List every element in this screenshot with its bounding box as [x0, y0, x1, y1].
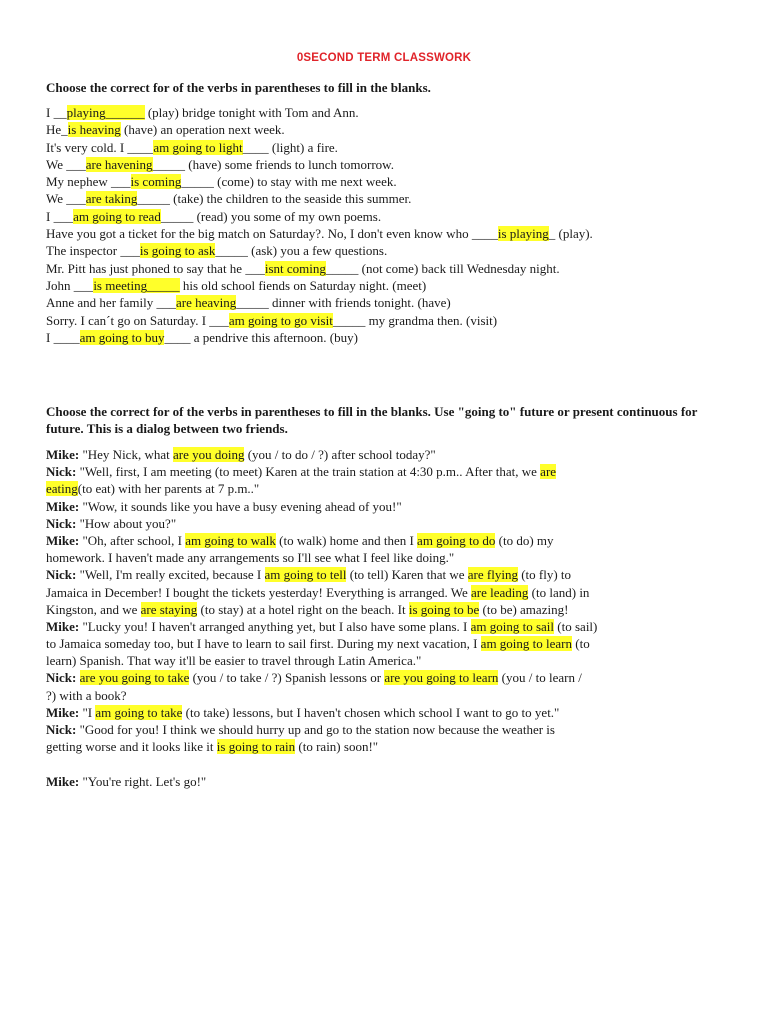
- exercise-sentence: [46, 139, 726, 156]
- highlighted-answer: is playing: [497, 226, 549, 242]
- dialog-line: [46, 446, 726, 463]
- highlighted-answer: are leading: [471, 584, 529, 600]
- dialog-line: [46, 549, 726, 566]
- line-text: _____ (read) you some of my own poems.: [160, 208, 382, 224]
- line-text: (to be) amazing!: [479, 601, 569, 617]
- exercise-sentence: [46, 121, 726, 138]
- line-text: _____ (come) to stay with me next week.: [181, 174, 397, 190]
- exercise2-instruction: Choose the correct for of the verbs in parentheses to fill in the blanks. Use "going to" future or present continuous for future. This is a dialog between two friends.: [46, 404, 698, 437]
- exercise-sentence: [46, 242, 726, 259]
- line-text: Kingston, and we: [46, 601, 141, 617]
- speaker-label: Mike:: [46, 618, 80, 634]
- exercise-sentence: [46, 173, 726, 190]
- line-text: John ___: [46, 277, 94, 293]
- speaker-label: Mike:: [46, 447, 80, 462]
- line-text: _____ (ask) you a few questions.: [215, 243, 388, 259]
- dialog-line: [46, 738, 726, 755]
- exercise-sentence: [46, 329, 726, 346]
- highlighted-answer: are staying: [140, 601, 198, 617]
- line-text: Anne and her family ___: [46, 295, 176, 311]
- highlighted-answer: are you doing: [172, 447, 245, 462]
- dialog-line: [46, 584, 726, 601]
- highlighted-answer: eating: [46, 481, 78, 497]
- dialog-line: [46, 687, 726, 704]
- line-text: ?) with a book?: [46, 687, 127, 703]
- line-text: getting worse and it looks like it: [46, 739, 217, 755]
- speaker-label: Mike:: [46, 773, 80, 789]
- exercise-sentence: [46, 277, 726, 294]
- exercise-sentence: [46, 260, 726, 277]
- highlighted-answer: am going to go visit: [228, 312, 333, 328]
- line-text: We ___: [46, 156, 86, 172]
- highlighted-answer: are you going to take: [79, 670, 190, 686]
- line-text: "Lucky you! I haven't arranged anything yet, but I also have some plans. I: [79, 618, 471, 634]
- speaker-label: Mike:: [46, 532, 80, 548]
- dialog-line: [46, 566, 726, 583]
- line-text: (play) bridge tonight with Tom and Ann.: [144, 105, 359, 120]
- dialog-line: [46, 669, 726, 686]
- line-text: "Well, first, I am meeting (to meet) Karen at the train station at 4:30 p.m.. After that, we: [76, 464, 541, 480]
- speaker-label: Nick:: [46, 722, 77, 737]
- line-text: (to sail): [554, 618, 598, 634]
- speaker-label: Nick:: [46, 515, 77, 531]
- line-text: (to land) in: [528, 584, 590, 600]
- line-text: (to: [572, 636, 590, 652]
- line-text: _____ (take) the children to the seaside this summer.: [137, 191, 412, 207]
- line-text: ____ a pendrive this afternoon. (buy): [164, 329, 358, 345]
- speaker-label: Mike:: [46, 704, 80, 720]
- dialog-line: [46, 532, 726, 549]
- exercise-sentence: [46, 190, 726, 207]
- highlighted-answer: are: [540, 464, 557, 480]
- highlighted-answer: are you going to learn: [384, 670, 499, 686]
- dialog-line: [46, 480, 726, 497]
- line-text: My nephew ___: [46, 174, 131, 190]
- highlighted-answer: is meeting_____: [93, 277, 180, 293]
- dialog-line: [46, 755, 726, 772]
- line-text: Have you got a ticket for the big match on Saturday?. No, I don't even know who ____: [46, 226, 498, 242]
- highlighted-answer: are taking: [85, 191, 138, 207]
- line-text: (to stay) at a hotel right on the beach. It: [197, 601, 409, 617]
- line-text: (to do) my: [495, 532, 554, 548]
- line-text: "Good for you! I think we should hurry up and go to the station now because the weather is: [76, 722, 555, 737]
- speaker-label: Nick:: [46, 567, 77, 583]
- line-text: (you / to do / ?) after school today?": [244, 447, 436, 462]
- line-text: Sorry. I can´t go on Saturday. I ___: [46, 312, 229, 328]
- highlighted-answer: am going to learn: [480, 636, 573, 652]
- line-text: (you / to take / ?) Spanish lessons or: [189, 670, 385, 686]
- line-text: _ (play).: [548, 226, 593, 242]
- speaker-label: Mike:: [46, 498, 80, 514]
- page-title: 0SECOND TERM CLASSWORK: [296, 52, 472, 64]
- line-text: Jamaica in December! I bought the tickets yesterday! Everything is arranged. We: [46, 584, 472, 600]
- exercise2-dialog: [46, 446, 726, 790]
- exercise1-instruction: Choose the correct for of the verbs in parentheses to fill in the blanks.: [46, 80, 431, 95]
- exercise-sentence: [46, 104, 726, 121]
- highlighted-answer: am going to do: [417, 532, 496, 548]
- highlighted-answer: is going to be: [408, 601, 480, 617]
- line-text: learn) Spanish. That way it'll be easier to travel through Latin America.": [46, 653, 422, 669]
- line-text: "Wow, it sounds like you have a busy evening ahead of you!": [79, 498, 402, 514]
- dialog-line: [46, 515, 726, 532]
- exercise-sentence: [46, 225, 726, 242]
- dialog-line: [46, 652, 726, 669]
- dialog-line: [46, 773, 726, 790]
- line-text: "How about you?": [76, 515, 177, 531]
- line-text: I ___: [46, 208, 74, 224]
- highlighted-answer: is going to ask: [139, 243, 216, 259]
- highlighted-answer: am going to buy: [79, 329, 165, 345]
- highlighted-answer: are heaving: [175, 295, 237, 311]
- line-text: (to eat) with her parents at 7 p.m..": [77, 481, 260, 497]
- highlighted-answer: is going to rain: [216, 739, 296, 755]
- line-text: to Jamaica someday too, but I have to learn to sail first. During my next vacation, I: [46, 636, 481, 652]
- line-text: He_: [46, 122, 68, 138]
- highlighted-answer: am going to sail: [470, 618, 555, 634]
- exercise-sentence: [46, 156, 726, 173]
- line-text: "You're right. Let's go!": [79, 773, 207, 789]
- line-text: (to rain) soon!": [295, 739, 379, 755]
- exercise-sentence: [46, 294, 726, 311]
- line-text: We ___: [46, 191, 86, 207]
- speaker-label: Nick:: [46, 670, 77, 686]
- line-text: his old school fiends on Saturday night. (meet): [179, 277, 427, 293]
- line-text: (to take) lessons, but I haven't chosen which school I want to go to yet.": [182, 704, 560, 720]
- line-text: _____ (have) some friends to lunch tomorrow.: [152, 156, 394, 172]
- line-text: (to walk) home and then I: [275, 532, 418, 548]
- exercise-sentence: [46, 208, 726, 225]
- highlighted-answer: am going to light: [153, 139, 243, 155]
- exercise-sentence: [46, 312, 726, 329]
- line-text: _____ (not come) back till Wednesday night.: [325, 260, 560, 276]
- highlighted-answer: playing______: [66, 105, 145, 120]
- line-text: "I: [79, 704, 96, 720]
- dialog-line: [46, 601, 726, 618]
- line-text: "Hey Nick, what: [79, 447, 173, 462]
- dialog-line: [46, 498, 726, 515]
- line-text: ____ (light) a fire.: [242, 139, 338, 155]
- line-text: (you / to learn /: [498, 670, 582, 686]
- highlighted-answer: isnt coming: [264, 260, 326, 276]
- line-text: The inspector ___: [46, 243, 140, 259]
- speaker-label: Nick:: [46, 464, 77, 480]
- exercise1-lines: [46, 104, 726, 346]
- line-text: (to tell) Karen that we: [346, 567, 468, 583]
- dialog-line: [46, 463, 726, 480]
- dialog-line: [46, 721, 726, 738]
- highlighted-answer: am going to take: [95, 704, 183, 720]
- line-text: _____ my grandma then. (visit): [332, 312, 498, 328]
- line-text: "Oh, after school, I: [79, 532, 186, 548]
- highlighted-answer: is heaving: [67, 122, 121, 138]
- line-text: (to fly) to: [517, 567, 572, 583]
- highlighted-answer: is coming: [130, 174, 182, 190]
- highlighted-answer: are havening: [85, 156, 153, 172]
- highlighted-answer: am going to read: [73, 208, 161, 224]
- line-text: Mr. Pitt has just phoned to say that he ___: [46, 260, 265, 276]
- line-text: (have) an operation next week.: [120, 122, 285, 138]
- dialog-line: [46, 635, 726, 652]
- line-text: It's very cold. I ____: [46, 139, 154, 155]
- dialog-line: [46, 704, 726, 721]
- dialog-line: [46, 618, 726, 635]
- highlighted-answer: am going to tell: [264, 567, 347, 583]
- line-text: homework. I haven't made any arrangements so I'll see what I feel like doing.": [46, 550, 455, 566]
- line-text: "Well, I'm really excited, because I: [76, 567, 265, 583]
- line-text: I ____: [46, 329, 80, 345]
- line-text: _____ dinner with friends tonight. (have): [236, 295, 451, 311]
- line-text: I __: [46, 105, 67, 120]
- highlighted-answer: am going to walk: [185, 532, 276, 548]
- highlighted-answer: are flying: [467, 567, 518, 583]
